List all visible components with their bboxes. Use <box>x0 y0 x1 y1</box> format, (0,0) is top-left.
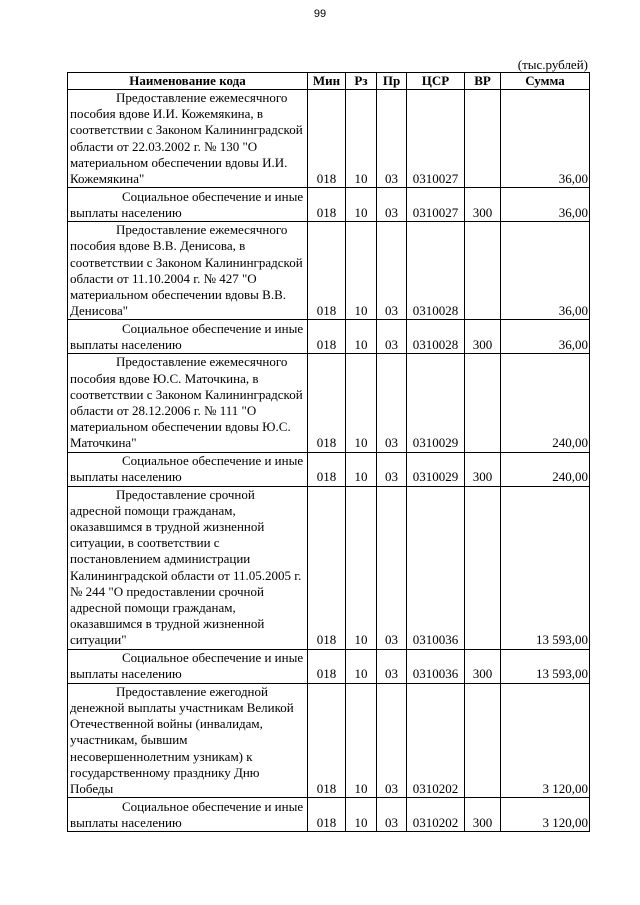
row-csr: 0310028 <box>407 222 465 320</box>
row-sum: 3 120,00 <box>501 683 590 797</box>
row-rz: 10 <box>346 683 377 797</box>
row-vr <box>465 486 501 649</box>
row-pr: 03 <box>377 188 407 222</box>
row-sum: 13 593,00 <box>501 649 590 683</box>
table-row <box>68 649 590 683</box>
row-rz: 10 <box>346 798 377 832</box>
table-row <box>68 354 590 452</box>
row-name: Предоставление срочной адресной помощи гражданам, оказавшимся в трудной жизненной ситуации, в соответствии с постановлением администрации Калининградской области от 11.05.2005 г. № 244 "О предоставлении срочной адресной помощи гражданам, оказавшимся в трудной жизненной ситуации" <box>68 486 308 649</box>
row-pr: 03 <box>377 320 407 354</box>
header-csr: ЦСР <box>407 73 465 90</box>
header-vr: ВР <box>465 73 501 90</box>
row-min: 018 <box>308 486 346 649</box>
row-csr: 0310029 <box>407 354 465 452</box>
header-rz: Рз <box>346 73 377 90</box>
row-name: Социальное обеспечение и иные выплаты населению <box>68 452 308 486</box>
row-csr: 0310202 <box>407 683 465 797</box>
table-row <box>68 452 590 486</box>
row-sum: 240,00 <box>501 452 590 486</box>
budget-table <box>67 72 590 832</box>
table-row <box>68 320 590 354</box>
row-vr <box>465 354 501 452</box>
row-rz: 10 <box>346 188 377 222</box>
units-label: (тыс.рублей) <box>517 57 588 72</box>
row-min: 018 <box>308 354 346 452</box>
row-rz: 10 <box>346 320 377 354</box>
header-sum: Сумма <box>501 73 590 90</box>
row-name: Предоставление ежемесячного пособия вдове И.И. Кожемякина, в соответствии с Законом Калининградской области от 22.03.2002 г. № 130 "О материальном обеспечении вдовы И.И. Кожемякина" <box>68 90 308 188</box>
row-vr: 300 <box>465 452 501 486</box>
row-min: 018 <box>308 683 346 797</box>
row-sum: 3 120,00 <box>501 798 590 832</box>
row-csr: 0310029 <box>407 452 465 486</box>
row-pr: 03 <box>377 798 407 832</box>
row-min: 018 <box>308 320 346 354</box>
header-pr: Пр <box>377 73 407 90</box>
row-name: Социальное обеспечение и иные выплаты населению <box>68 188 308 222</box>
table-row <box>68 90 590 188</box>
row-name: Предоставление ежегодной денежной выплаты участникам Великой Отечественной войны (инвалидам, участникам, бывшим несовершеннолетним узникам) к государственному празднику Дню Победы <box>68 683 308 797</box>
row-vr: 300 <box>465 188 501 222</box>
row-name: Предоставление ежемесячного пособия вдове В.В. Денисова, в соответствии с Законом Калининградской области от 11.10.2004 г. № 427 "О материальном обеспечении вдовы В.В. Денисова" <box>68 222 308 320</box>
row-csr: 0310036 <box>407 649 465 683</box>
table-row <box>68 683 590 797</box>
row-rz: 10 <box>346 222 377 320</box>
header-min: Мин <box>308 73 346 90</box>
row-vr: 300 <box>465 649 501 683</box>
row-vr: 300 <box>465 798 501 832</box>
header-name: Наименование кода <box>68 73 308 90</box>
row-sum: 36,00 <box>501 188 590 222</box>
row-pr: 03 <box>377 683 407 797</box>
row-name: Предоставление ежемесячного пособия вдове Ю.С. Маточкина, в соответствии с Законом Калининградской области от 28.12.2006 г. № 111 "О материальном обеспечении вдовы Ю.С. Маточкина" <box>68 354 308 452</box>
row-pr: 03 <box>377 354 407 452</box>
row-csr: 0310202 <box>407 798 465 832</box>
row-csr: 0310028 <box>407 320 465 354</box>
row-sum: 13 593,00 <box>501 486 590 649</box>
row-vr <box>465 222 501 320</box>
row-sum: 36,00 <box>501 222 590 320</box>
table-row <box>68 486 590 649</box>
row-rz: 10 <box>346 90 377 188</box>
row-csr: 0310036 <box>407 486 465 649</box>
row-min: 018 <box>308 90 346 188</box>
row-sum: 36,00 <box>501 90 590 188</box>
row-pr: 03 <box>377 222 407 320</box>
row-pr: 03 <box>377 486 407 649</box>
row-vr <box>465 90 501 188</box>
row-rz: 10 <box>346 354 377 452</box>
row-rz: 10 <box>346 452 377 486</box>
row-name: Социальное обеспечение и иные выплаты населению <box>68 320 308 354</box>
row-sum: 240,00 <box>501 354 590 452</box>
row-rz: 10 <box>346 649 377 683</box>
row-min: 018 <box>308 649 346 683</box>
table-row <box>68 222 590 320</box>
header-row <box>68 73 590 90</box>
row-name: Социальное обеспечение и иные выплаты населению <box>68 649 308 683</box>
row-csr: 0310027 <box>407 90 465 188</box>
row-pr: 03 <box>377 649 407 683</box>
row-min: 018 <box>308 188 346 222</box>
row-sum: 36,00 <box>501 320 590 354</box>
row-min: 018 <box>308 798 346 832</box>
row-vr: 300 <box>465 320 501 354</box>
page-number: 99 <box>313 8 327 20</box>
row-pr: 03 <box>377 90 407 188</box>
table-row <box>68 188 590 222</box>
row-csr: 0310027 <box>407 188 465 222</box>
row-rz: 10 <box>346 486 377 649</box>
row-min: 018 <box>308 452 346 486</box>
row-pr: 03 <box>377 452 407 486</box>
row-name: Социальное обеспечение и иные выплаты населению <box>68 798 308 832</box>
row-min: 018 <box>308 222 346 320</box>
row-vr <box>465 683 501 797</box>
table-row <box>68 798 590 832</box>
